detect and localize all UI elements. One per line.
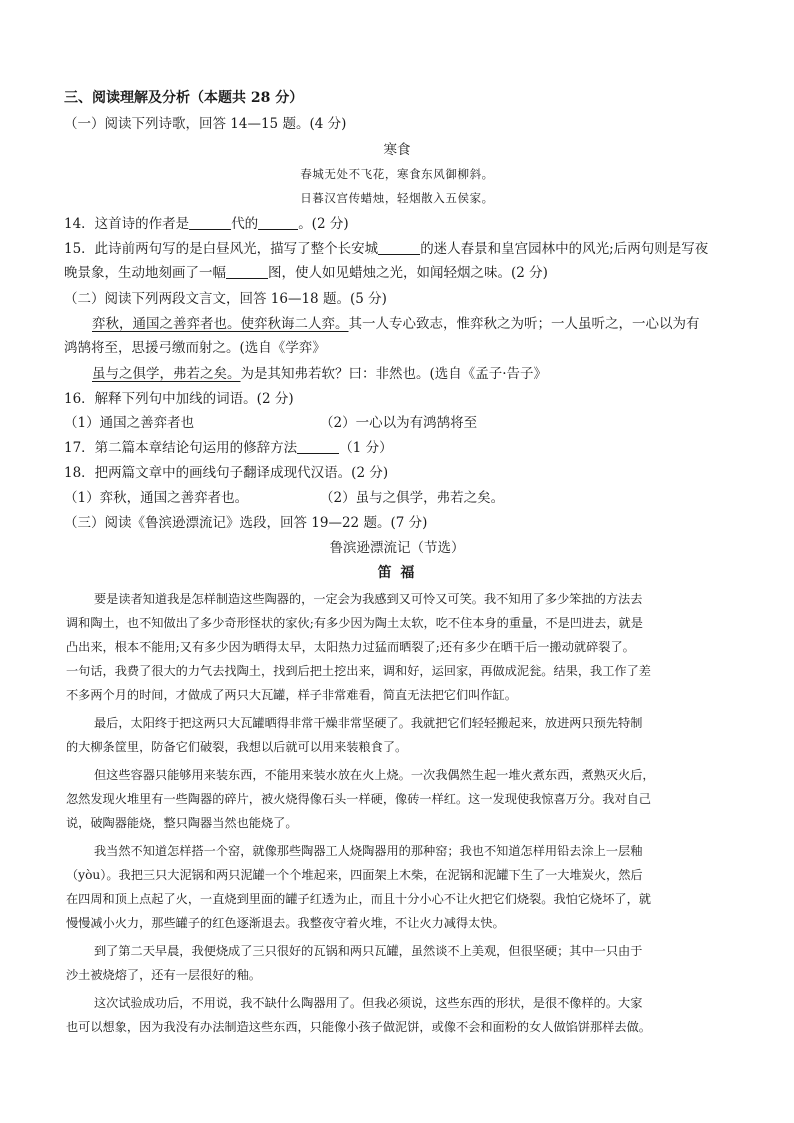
underlined-sentence-2: 虽与之俱学，弗若之矣。 [92, 366, 241, 382]
paragraph-5-line: 到了第二天早晨，我便烧成了三只很好的瓦锅和两只瓦罐，虽然谈不上美观，但很坚硬；其中一只由于 [94, 944, 643, 958]
paragraph-1-line: 一句话，我费了很大的力气去找陶土，找到后把土挖出来，调和好，运回家，再做成泥瓮。结果，我工作了差 [66, 664, 651, 678]
q15-text-d: 图，使人如见蜡烛之光，如闻轻烟之味。(2 分) [268, 265, 548, 281]
poem-title: 寒食 [383, 142, 411, 158]
part1-intro: （一）阅读下列诗歌，回答 14—15 题。(4 分) [64, 116, 347, 132]
q14-text-b: 代的 [231, 216, 259, 232]
answer-blank[interactable] [378, 240, 420, 255]
question-18: 18．把两篇文章中的画线句子翻译成现代汉语。(2 分) [64, 465, 389, 481]
answer-blank[interactable] [226, 264, 268, 279]
q16-item-2: （2）一心以为有鸿鹄将至 [320, 415, 478, 431]
q16-item-1: （1）通国之善弈者也 [64, 415, 195, 431]
paragraph-4-line: （yòu）。我把三只大泥锅和两只泥罐一个个堆起来，四面架上木柴，在泥锅和泥罐下生了一大堆炭火，然后 [66, 868, 643, 882]
poem-line-1: 春城无处不飞花，寒食东风御柳斜。 [300, 167, 494, 181]
paragraph-6-line: 这次试验成功后，不用说，我不缺什么陶器用了。但我必须说，这些东西的形状，是很不像样的。大家 [94, 996, 643, 1010]
classical-text-2 [92, 364, 547, 384]
author: 笛 福 [377, 565, 417, 581]
paragraph-2-line: 的大柳条筐里，防备它们破裂，我想以后就可以用来装粮食了。 [66, 740, 408, 754]
question-17 [64, 438, 393, 458]
q18-item-1: （1）弈秋，通国之善弈者也。 [64, 490, 249, 506]
novel-title: 鲁滨逊漂流记（节选） [329, 540, 465, 556]
q17-text-b: （1 分） [339, 440, 393, 456]
q14-text-a: 14．这首诗的作者是 [64, 216, 190, 232]
q14-text-c: 。(2 分) [298, 216, 349, 232]
poem-line-2: 日暮汉宫传蜡烛，轻烟散入五侯家。 [300, 191, 494, 205]
paragraph-5-line: 沙土被烧熔了，还有一层很好的釉。 [66, 968, 261, 982]
paragraph-1-line: 不多两个月的时间，才做成了两只大瓦罐，样子非常难看，简直无法把它们叫作缸。 [66, 688, 517, 702]
text1-rest: 其一人专心致志，惟弈秋之为听；一人虽听之，一心以为有 [348, 316, 700, 332]
underlined-sentence-1: 弈秋，通国之善弈者也。使弈秋诲二人弈。 [92, 316, 349, 332]
answer-blank[interactable] [297, 439, 339, 454]
question-16: 16．解释下列句中加线的词语。(2 分) [64, 391, 294, 407]
paragraph-4-line: 慢慢减小火力，那些罐子的红色逐渐退去。我整夜守着火堆，不让火力减得太快。 [66, 916, 505, 930]
classical-text-1-cont: 鸿鹄将至，思援弓缴而射之。(选自《学弈》 [64, 340, 326, 356]
part2-intro: （二）阅读下列两段文言文，回答 16—18 题。(5 分) [64, 291, 387, 307]
paragraph-1-line: 要是读者知道我是怎样制造这些陶器的，一定会为我感到又可怜又可笑。我不知用了多少笨拙的方法去 [94, 592, 643, 606]
paragraph-2-line: 最后，太阳终于把这两只大瓦罐晒得非常干燥非常坚硬了。我就把它们轻轻搬起来，放进两只预先特制 [94, 716, 643, 730]
text2-rest: 为是其知弗若软？曰：非然也。(选自《孟子·告子》 [240, 366, 548, 382]
paragraph-3-line: 但这些容器只能够用来装东西，不能用来装水放在火上烧。一次我偶然生起一堆火煮东西，煮熟灭火后， [94, 768, 655, 782]
classical-text-1 [92, 314, 700, 334]
paragraph-3-line: 说，破陶器能烧，整只陶器当然也能烧了。 [66, 816, 298, 830]
part3-intro: （三）阅读《鲁滨逊漂流记》选段，回答 19—22 题。(7 分) [64, 515, 428, 531]
paragraph-6-line: 也可以想象，因为我没有办法制造这些东西，只能像小孩子做泥饼，或像不会和面粉的女人做馅饼那样去做。 [66, 1020, 651, 1034]
q15-text-b: 的迷人春景和皇宫园林中的风光;后两句则是写夜 [420, 241, 709, 257]
paragraph-3-line: 忽然发现火堆里有一些陶器的碎片，被火烧得像石头一样硬，像砖一样红。这一发现使我惊喜万分。我对自己 [66, 792, 651, 806]
answer-blank[interactable] [189, 215, 231, 230]
question-15-cont [64, 263, 548, 283]
q15-text-c: 晚景象，生动地刻画了一幅 [64, 265, 226, 281]
q15-text-a: 15．此诗前两句写的是白昼风光，描写了整个长安城 [64, 241, 379, 257]
question-15 [64, 239, 708, 259]
answer-blank[interactable] [258, 215, 298, 230]
question-14 [64, 214, 349, 234]
paragraph-4-line: 我当然不知道怎样搭一个窑，就像那些陶器工人烧陶器用的那种窑；我也不知道怎样用铅去涂上一层釉 [94, 844, 643, 858]
paragraph-4-line: 在四周和顶上点起了火，一直烧到里面的罐子红透为止，而且十分小心不让火把它们烧裂。我怕它烧坏了，就 [66, 892, 651, 906]
paragraph-1-line: 凸出来，根本不能用;又有多少因为晒得太早，太阳热力过猛而晒裂了;还有多少在晒干后一搬动就碎裂了。 [66, 640, 635, 654]
q17-text-a: 17．第二篇本章结论句运用的修辞方法 [64, 440, 298, 456]
q18-item-2: （2）虽与之俱学，弗若之矣。 [320, 490, 505, 506]
section-heading: 三、阅读理解及分析（本题共 28 分） [64, 90, 304, 106]
paragraph-1-line: 调和陶土，也不知做出了多少奇形怪状的家伙;有多少因为陶土太软，吃不住本身的重量，不是凹进去，就是 [66, 616, 643, 630]
